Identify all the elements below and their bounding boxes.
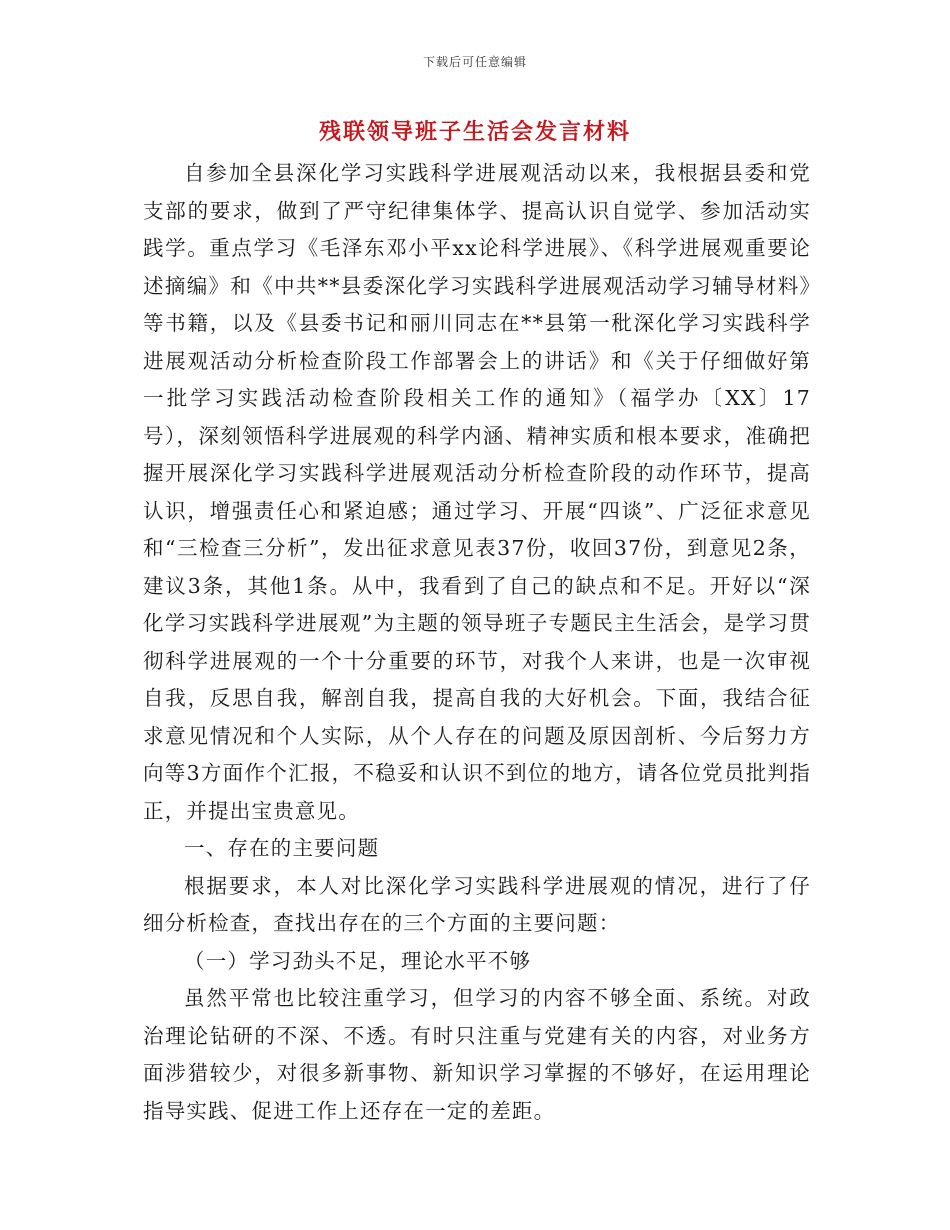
paragraph-study-detail: 虽然平常也比较注重学习，但学习的内容不够全面、系统。对政治理论钻研的不深、不透。有时只注重与党建有关的内容，对业务方面涉猎较少，对很多新事物、新知识学习掌握的不够好，在运用理论指导实践、促进工作上还存在一定的差距。 [143,986,811,1123]
paragraph-intro: 自参加全县深化学习实践科学进展观活动以来，我根据县委和党支部的要求，做到了严守纪律集体学、提高认识自觉学、参加活动实践学。重点学习《毛泽东邓小平xx论科学进展》、《科学进展观重要论述摘编》和《中共**县委深化学习实践科学进展观活动学习辅导材料》等书籍，以及《县委书记和丽川同志在**县第一秕深化学习实践科学进展观活动分析检查阶段工作部署会上的讲话》和《关于仔细做好第一批学习实践活动检查阶段相关工作的通知》（福学办〔XX〕17号），深刻领悟科学进展观的科学内涵、精神实质和根本要求，准确把握开展深化学习实践科学进展观活动分析检查阶段的动作环节，提高认识，增强责任心和紧迫感；通过学习、开展“四谈”、广泛征求意见和“三检查三分析”，发出征求意见表37份，收回37份，到意见2条，建议3条，其他1条。从中，我看到了自己的缺点和不足。开好以“深化学习实践科学进展观”为主题的领导班子专题民主生活会，是学习贯彻科学进展观的一个十分重要的环节，对我个人来讲，也是一次审视自我，反思自我，解剖自我，提高自我的大好机会。下面，我结合征求意见情况和个人实际，从个人存在的问题及原因剖析、今后努力方向等3方面作个汇报，不稳妥和认识不到位的地方，请各位党员批判指正，并提出宝贵意见。 [143,161,811,823]
document-title: 残联领导班子生活会发言材料 [318,119,631,145]
document-body [143,155,811,1130]
section-heading-main-problems: 一、存在的主要问题 [184,836,380,860]
page-header-note: 下载后可任意编辑 [422,55,527,69]
subsection-heading-study: （一）学习劲头不足，理论水平不够 [184,948,532,973]
paragraph-problems-summary: 根据要求，本人对比深化学习实践科学进展观的情况，进行了仔细分析检查，查找出存在的三个方面的主要问题： [143,873,811,935]
